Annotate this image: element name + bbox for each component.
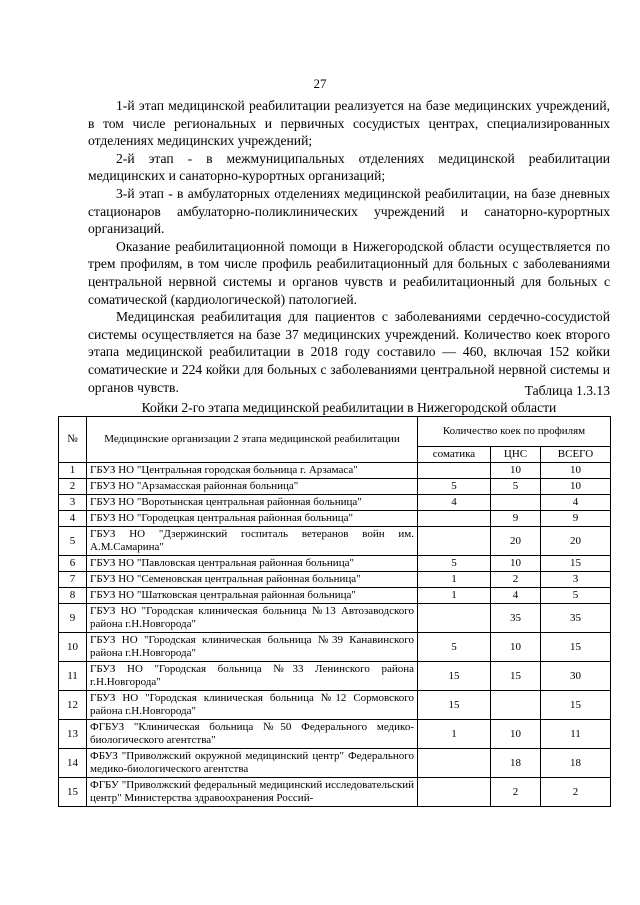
org-name: ГБУЗ НО "Городская больница №33 Ленинского района г.Н.Новгорода" <box>87 662 418 691</box>
total-beds: 30 <box>541 662 611 691</box>
total-beds: 2 <box>541 778 611 807</box>
somatic-beds: 1 <box>418 572 491 588</box>
org-name: ГБУЗ НО "Арзамасская районная больница" <box>87 479 418 495</box>
somatic-beds <box>418 527 491 556</box>
org-name: ГБУЗ НО "Городская клиническая больница №12 Сормовского района г.Н.Новгорода" <box>87 691 418 720</box>
total-beds: 4 <box>541 495 611 511</box>
paragraph-stage-2: 2-й этап - в межмуниципальных отделениях медицинской реабилитации медицинских и санаторно-курортных организаций; <box>88 150 610 184</box>
org-name: ГБУЗ НО "Городская клиническая больница №13 Автозаводского района г.Н.Новгорода" <box>87 604 418 633</box>
table-row <box>59 604 611 633</box>
somatic-beds: 1 <box>418 720 491 749</box>
somatic-beds: 5 <box>418 556 491 572</box>
header-somatic: соматика <box>418 447 491 463</box>
row-number: 7 <box>59 572 87 588</box>
total-beds: 9 <box>541 511 611 527</box>
cns-beds: 2 <box>491 778 541 807</box>
table-label: Таблица 1.3.13 <box>524 383 610 398</box>
somatic-beds: 5 <box>418 479 491 495</box>
row-number: 10 <box>59 633 87 662</box>
cns-beds: 18 <box>491 749 541 778</box>
table-caption: Койки 2-го этапа медицинской реабилитации в Нижегородской области <box>141 400 557 415</box>
header-org: Медицинские организации 2 этапа медицинской реабилитации <box>87 417 418 463</box>
org-name: ГБУЗ НО "Городская клиническая больница №39 Канавинского района г.Н.Новгорода" <box>87 633 418 662</box>
org-name: ФГБУ "Приволжский федеральный медицинский исследовательский центр" Министерства здравоохранения Россий- <box>87 778 418 807</box>
cns-beds: 10 <box>491 633 541 662</box>
total-beds: 3 <box>541 572 611 588</box>
total-beds: 35 <box>541 604 611 633</box>
somatic-beds <box>418 778 491 807</box>
somatic-beds: 15 <box>418 662 491 691</box>
somatic-beds: 5 <box>418 633 491 662</box>
table-row <box>59 662 611 691</box>
total-beds: 5 <box>541 588 611 604</box>
cns-beds: 10 <box>491 556 541 572</box>
table-row <box>59 691 611 720</box>
row-number: 8 <box>59 588 87 604</box>
header-group: Количество коек по профилям <box>418 417 611 447</box>
paragraph-stage-3: 3-й этап - в амбулаторных отделениях медицинской реабилитации, на базе дневных стационаров амбулаторно-поликлинических учреждений и санаторно-курортных организаций. <box>88 185 610 237</box>
row-number: 2 <box>59 479 87 495</box>
table-row <box>59 720 611 749</box>
org-name: ГБУЗ НО "Павловская центральная районная больница" <box>87 556 418 572</box>
org-name: ГБУЗ НО "Шатковская центральная районная больница" <box>87 588 418 604</box>
table-row <box>59 495 611 511</box>
org-name: ФБУЗ "Приволжский окружной медицинский центр" Федерального медико-биологического агентства <box>87 749 418 778</box>
total-beds: 15 <box>541 633 611 662</box>
row-number: 6 <box>59 556 87 572</box>
row-number: 3 <box>59 495 87 511</box>
cns-beds: 15 <box>491 662 541 691</box>
header-cns: ЦНС <box>491 447 541 463</box>
row-number: 14 <box>59 749 87 778</box>
table-row <box>59 511 611 527</box>
header-num: № <box>59 417 87 463</box>
row-number: 9 <box>59 604 87 633</box>
row-number: 5 <box>59 527 87 556</box>
row-number: 1 <box>59 463 87 479</box>
row-number: 4 <box>59 511 87 527</box>
org-name: ФГБУЗ "Клиническая больница №50 Федерального медико-биологического агентства" <box>87 720 418 749</box>
cns-beds: 35 <box>491 604 541 633</box>
somatic-beds <box>418 463 491 479</box>
table-row <box>59 463 611 479</box>
paragraph-cardio: Медицинская реабилитация для пациентов с заболеваниями сердечно-сосудистой системы осуществляется на базе 37 медицинских учреждений. Количество коек второго этапа медицинской реабилитации в 2018 году составило — 460, включая 152 койки соматические и 224 койки для больных с заболеваниями центральной нервной системы и органов чувств. <box>88 309 610 395</box>
paragraph-stage-1: 1-й этап медицинской реабилитации реализуется на базе медицинских учреждений, в том числе региональных и первичных сосудистых центрах, специализированных отделениях медицинских учреждений; <box>88 98 610 149</box>
org-name: ГБУЗ НО "Воротынская центральная районная больница" <box>87 495 418 511</box>
beds-table <box>58 416 611 807</box>
table-row <box>59 479 611 495</box>
cns-beds: 2 <box>491 572 541 588</box>
org-name: ГБУЗ НО "Городецкая центральная районная больница" <box>87 511 418 527</box>
header-total: ВСЕГО <box>541 447 611 463</box>
row-number: 11 <box>59 662 87 691</box>
total-beds: 18 <box>541 749 611 778</box>
row-number: 12 <box>59 691 87 720</box>
cns-beds: 20 <box>491 527 541 556</box>
total-beds: 20 <box>541 527 611 556</box>
somatic-beds: 1 <box>418 588 491 604</box>
cns-beds: 9 <box>491 511 541 527</box>
cns-beds: 5 <box>491 479 541 495</box>
table-row <box>59 749 611 778</box>
body-text <box>88 97 610 396</box>
org-name: ГБУЗ НО "Дзержинский госпиталь ветеранов войн им. А.М.Самарина" <box>87 527 418 556</box>
cns-beds: 10 <box>491 463 541 479</box>
org-name: ГБУЗ НО "Центральная городская больница г. Арзамаса" <box>87 463 418 479</box>
table-row <box>59 527 611 556</box>
somatic-beds <box>418 749 491 778</box>
row-number: 13 <box>59 720 87 749</box>
cns-beds <box>491 691 541 720</box>
table-row <box>59 572 611 588</box>
table-row <box>59 556 611 572</box>
table-row <box>59 633 611 662</box>
somatic-beds: 4 <box>418 495 491 511</box>
total-beds: 15 <box>541 691 611 720</box>
somatic-beds <box>418 511 491 527</box>
row-number: 15 <box>59 778 87 807</box>
cns-beds: 4 <box>491 588 541 604</box>
table-row <box>59 588 611 604</box>
total-beds: 10 <box>541 479 611 495</box>
table-row <box>59 778 611 807</box>
total-beds: 11 <box>541 720 611 749</box>
cns-beds <box>491 495 541 511</box>
somatic-beds: 15 <box>418 691 491 720</box>
page-number: 27 <box>313 76 327 91</box>
paragraph-profiles: Оказание реабилитационной помощи в Нижегородской области осуществляется по трем профилям, в том числе профиль реабилитационный для больных с заболеваниями центральной нервной системы и органов чувств и реабилитационный для больных с соматической (кардиологической) патологией. <box>88 238 610 307</box>
cns-beds: 10 <box>491 720 541 749</box>
org-name: ГБУЗ НО "Семеновская центральная районная больница" <box>87 572 418 588</box>
total-beds: 10 <box>541 463 611 479</box>
total-beds: 15 <box>541 556 611 572</box>
table-header-row <box>59 417 611 447</box>
somatic-beds <box>418 604 491 633</box>
